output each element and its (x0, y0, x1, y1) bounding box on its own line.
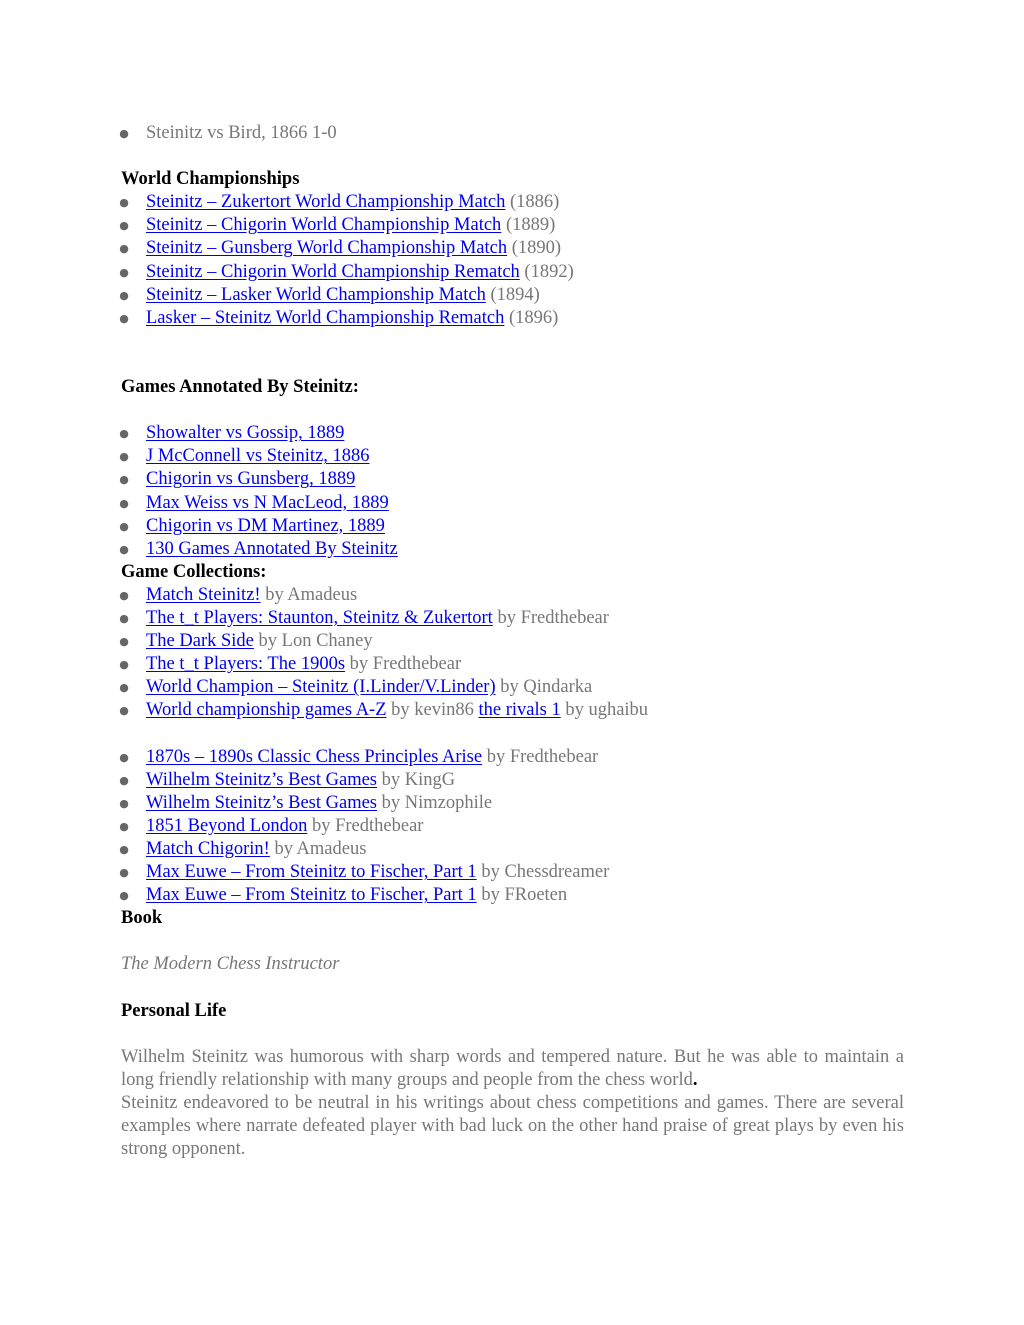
collection-link[interactable]: The t_t Players: The 1900s (146, 654, 346, 675)
list-item (121, 584, 904, 607)
list-item (121, 815, 904, 838)
collection-author: by KingG (381, 769, 456, 790)
collection-link[interactable]: Wilhelm Steinitz’s Best Games (146, 769, 377, 790)
bullet-icon: ● (119, 635, 129, 649)
paragraph-text: Wilhelm Steinitz was humorous with sharp words and tempered nature. But he was able to maintain a long friendly relationship with many groups and people from the chess world (121, 1046, 904, 1090)
bullet-icon: ● (119, 427, 129, 441)
list-item (121, 699, 904, 722)
document-page (121, 122, 904, 1161)
bullet-icon: ● (119, 196, 129, 210)
bullet-icon: ● (119, 265, 129, 279)
list-item (121, 122, 904, 145)
game-collections-heading: Game Collections: (121, 561, 267, 582)
game-link[interactable]: Showalter vs Gossip, 1889 (146, 423, 345, 444)
championship-link[interactable]: Steinitz – Chigorin World Championship Match (146, 215, 502, 236)
list-item (121, 792, 904, 815)
championship-link[interactable]: Steinitz – Gunsberg World Championship Match (146, 238, 508, 259)
book-title: The Modern Chess Instructor (121, 954, 340, 975)
collection-author: by FRoeten (481, 885, 568, 906)
world-championships-heading: World Championships (121, 169, 300, 190)
bullet-icon: ● (119, 496, 129, 510)
list-item (121, 307, 904, 330)
game-collections-list-continued (121, 746, 904, 908)
bullet-icon: ● (119, 796, 129, 810)
personal-life-paragraph-1 (121, 1046, 904, 1092)
games-annotated-list (121, 422, 904, 561)
bullet-icon: ● (119, 773, 129, 787)
collection-link[interactable]: Match Steinitz! (146, 584, 261, 605)
list-item (121, 214, 904, 237)
championship-year: (1896) (508, 307, 559, 328)
collection-link-secondary[interactable]: the rivals 1 (478, 700, 561, 721)
list-item (121, 515, 904, 538)
collection-author: by Fredthebear (349, 654, 462, 675)
championship-year: (1892) (524, 261, 574, 282)
bullet-icon: ● (119, 889, 129, 903)
list-item (121, 884, 904, 907)
games-annotated-heading: Games Annotated By Steinitz: (121, 377, 359, 398)
list-item (121, 468, 904, 491)
list-item (121, 653, 904, 676)
list-item (121, 492, 904, 515)
collection-author: by kevin86 (391, 700, 474, 721)
game-link[interactable]: Max Weiss vs N MacLeod, 1889 (146, 492, 389, 513)
championship-link[interactable]: Lasker – Steinitz World Championship Rematch (146, 307, 505, 328)
list-item (121, 191, 904, 214)
list-item (121, 630, 904, 653)
collection-author: by Amadeus (265, 584, 358, 605)
list-item (121, 676, 904, 699)
championship-year: (1894) (490, 284, 540, 305)
game-link[interactable]: 130 Games Annotated By Steinitz (146, 538, 398, 559)
championship-link[interactable]: Steinitz – Chigorin World Championship Rematch (146, 261, 520, 282)
bullet-icon: ● (119, 450, 129, 464)
collection-link[interactable]: Max Euwe – From Steinitz to Fischer, Part 1 (146, 885, 477, 906)
collection-author: by Lon Chaney (258, 631, 373, 652)
list-item (121, 607, 904, 630)
world-championships-list (121, 191, 904, 330)
collection-author-secondary: by ughaibu (565, 700, 649, 721)
personal-life-paragraph-2: Steinitz endeavored to be neutral in his writings about chess competitions and games. There are several examples where narrate defeated player with bad luck on the other hand praise of great plays by even his strong opponent. (121, 1092, 904, 1160)
list-item (121, 838, 904, 861)
game-link[interactable]: Chigorin vs DM Martinez, 1889 (146, 515, 385, 536)
collection-author: by Amadeus (274, 838, 367, 859)
personal-life-heading: Personal Life (121, 1000, 227, 1021)
championship-link[interactable]: Steinitz – Zukertort World Championship Match (146, 192, 506, 213)
collection-author: by Fredthebear (486, 746, 599, 767)
collection-author: by Qindarka (500, 677, 593, 698)
list-item (121, 769, 904, 792)
game-collections-list (121, 584, 904, 723)
list-item (121, 422, 904, 445)
championship-year: (1890) (511, 238, 562, 259)
bullet-icon: ● (119, 473, 129, 487)
game-link[interactable]: J McConnell vs Steinitz, 1886 (146, 446, 370, 467)
bullet-icon: ● (119, 681, 129, 695)
bullet-icon: ● (119, 866, 129, 879)
bullet-icon: ● (119, 819, 129, 833)
bullet-icon: ● (119, 611, 129, 625)
collection-author: by Chessdreamer (481, 862, 610, 882)
collection-link[interactable]: The t_t Players: Staunton, Steinitz & Zukertort (146, 607, 493, 628)
list-item (121, 445, 904, 468)
collection-link[interactable]: Match Chigorin! (146, 838, 270, 859)
list-item (121, 538, 904, 561)
bullet-icon: ● (119, 242, 129, 256)
list-item (121, 284, 904, 307)
collection-link[interactable]: 1851 Beyond London (146, 815, 308, 836)
paragraph-period: . (692, 1069, 698, 1090)
bullet-icon: ● (119, 658, 129, 672)
list-item (121, 861, 904, 884)
bullet-icon: ● (119, 311, 129, 325)
bullet-icon: ● (119, 288, 129, 302)
bullet-icon: ● (119, 704, 129, 718)
list-item (121, 746, 904, 769)
bullet-icon: ● (119, 219, 129, 233)
collection-link[interactable]: World championship games A-Z (146, 700, 387, 721)
bullet-icon: ● (119, 127, 129, 140)
list-item (121, 261, 904, 284)
bullet-icon: ● (119, 588, 129, 602)
bullet-icon: ● (119, 519, 129, 533)
collection-link[interactable]: Wilhelm Steinitz’s Best Games (146, 792, 377, 813)
championship-year: (1889) (505, 215, 556, 236)
championship-year: (1886) (510, 192, 560, 213)
bullet-icon: ● (119, 542, 129, 556)
bullet-icon: ● (119, 750, 129, 764)
collection-author: by Nimzophile (381, 792, 493, 813)
collection-link[interactable]: World Champion – Steinitz (I.Linder/V.Linder) (146, 677, 496, 698)
championship-link[interactable]: Steinitz – Lasker World Championship Match (146, 284, 486, 305)
list-item (121, 237, 904, 260)
collection-link[interactable]: The Dark Side (146, 631, 254, 652)
game-link[interactable]: Chigorin vs Gunsberg, 1889 (146, 469, 356, 490)
collection-author: by Fredthebear (311, 815, 424, 836)
collection-link[interactable]: 1870s – 1890s Classic Chess Principles Arise (146, 746, 483, 767)
top-item-text: Steinitz vs Bird, 1866 1-0 (146, 123, 337, 143)
book-heading: Book (121, 908, 163, 929)
collection-link[interactable]: Max Euwe – From Steinitz to Fischer, Part 1 (146, 862, 477, 882)
collection-author: by Fredthebear (497, 607, 609, 628)
bullet-icon: ● (119, 842, 129, 856)
